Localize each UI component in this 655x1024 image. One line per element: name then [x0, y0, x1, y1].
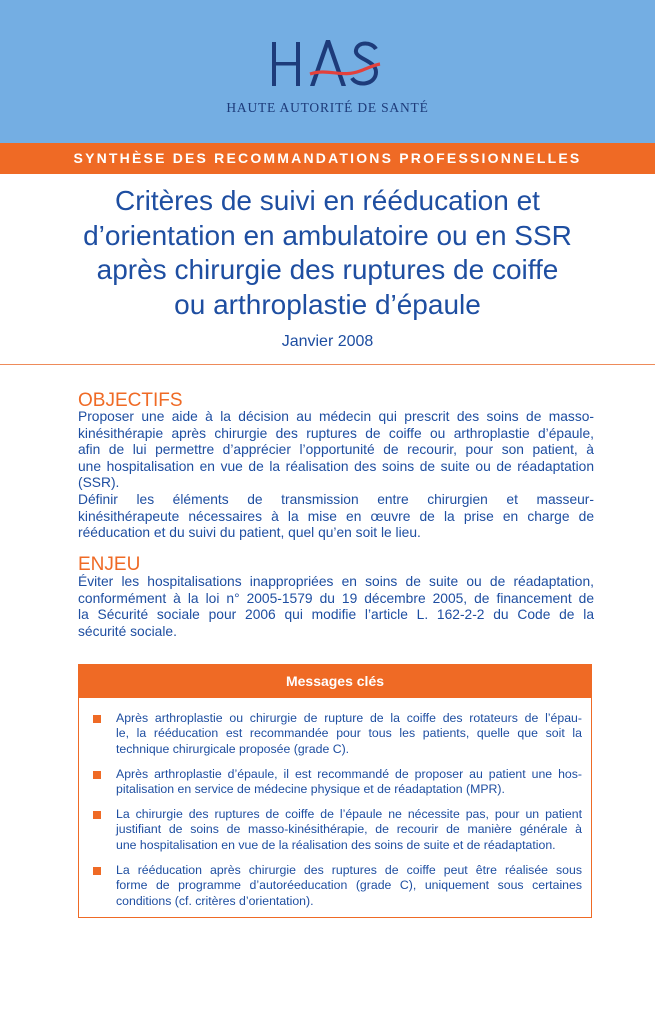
objectifs-paragraph-2	[78, 492, 594, 542]
text-line: kinésithérapie après chirurgie des ruptures de coiffe ou arthroplastie d’épaule,	[78, 425, 594, 441]
enjeu-heading: ENJEU	[78, 554, 141, 575]
text-line: Éviter les hospitalisations inappropriées en soins de suite ou de réadaptation,	[78, 574, 594, 589]
text-line: forme de programme d’autoréeducation (grade C), uniquement sous certaines	[116, 878, 582, 893]
key-messages-box	[78, 664, 592, 918]
document-title	[0, 184, 655, 322]
text-line: une hospitalisation en vue de la réalisation des soins de suite et de réadaptation.	[116, 837, 556, 852]
organization-name: HAUTE AUTORITÉ DE SANTÉ	[226, 100, 429, 115]
enjeu-paragraph	[78, 574, 594, 640]
key-messages-title: Messages clés	[285, 673, 385, 689]
text-line: afin de lui permettre d’apprécier l’opportunité de recourir, pour son patient, à	[78, 442, 594, 458]
text-line: Définir les éléments de transmission entre chirurgien et masseur-	[78, 492, 594, 507]
text-line: pitalisation en service de médecine physique et de réadaptation (MPR).	[116, 782, 505, 797]
title-line: Critères de suivi en rééducation et	[115, 185, 540, 216]
text-line: justifiant de soins de masso-kinésithérapie, de recourir de manière générale à	[116, 822, 582, 837]
title-line: d’orientation en ambulatoire ou en SSR	[83, 219, 572, 251]
text-line: rééducation et du suivi du patient, quel qu’en soit le lieu.	[78, 525, 421, 541]
text-line: La rééducation après chirurgie des ruptures de coiffe peut être réalisée sous	[116, 863, 582, 877]
text-line: conformément à la loi n° 2005-1579 du 19 décembre 2005, de financement de	[78, 590, 594, 606]
text-line: la Sécurité sociale pour 2006 qui modifie l’article L. 162-2-2 du Code de la	[78, 607, 594, 623]
text-line: La chirurgie des ruptures de coiffe de l’épaule ne nécessite pas, pour un patient	[116, 807, 582, 821]
text-line: (SSR).	[78, 475, 120, 491]
objectifs-paragraph-1	[78, 409, 594, 492]
text-line: sécurité sociale.	[78, 623, 177, 639]
objectifs-heading: OBJECTIFS	[78, 390, 183, 411]
text-line: kinésithérapeute nécessaires à la mise en œuvre de la prise en charge de	[78, 508, 594, 524]
square-bullet-icon	[93, 867, 101, 875]
title-line: ou arthroplastie d’épaule	[174, 288, 481, 320]
text-line: conditions (cf. critères d’orientation).	[116, 893, 314, 908]
header	[0, 0, 655, 143]
text-line: technique chirurgicale proposée (grade C).	[116, 741, 350, 756]
divider	[0, 364, 655, 365]
text-line: le, la rééducation est recommandée pour tous les patients, quelle que soit la	[116, 726, 582, 741]
publication-date: Janvier 2008	[281, 333, 374, 350]
text-line: Proposer une aide à la décision au médecin qui prescrit des soins de masso-	[78, 409, 594, 424]
square-bullet-icon	[93, 715, 101, 723]
square-bullet-icon	[93, 771, 101, 779]
text-line: Après arthroplastie d’épaule, il est recommandé de proposer au patient une hos-	[116, 767, 582, 781]
text-line: une hospitalisation en vue de la réalisation des soins de suite ou de réadaptation	[78, 458, 594, 474]
has-logo	[270, 38, 382, 94]
category-band	[0, 143, 655, 174]
category-label: SYNTHÈSE DES RECOMMANDATIONS PROFESSIONNELLES	[73, 150, 582, 166]
key-messages-header	[79, 665, 591, 698]
text-line: Après arthroplastie ou chirurgie de rupture de la coiffe des rotateurs de l’épau-	[116, 711, 582, 725]
title-line: après chirurgie des ruptures de coiffe	[96, 254, 559, 285]
square-bullet-icon	[93, 811, 101, 819]
